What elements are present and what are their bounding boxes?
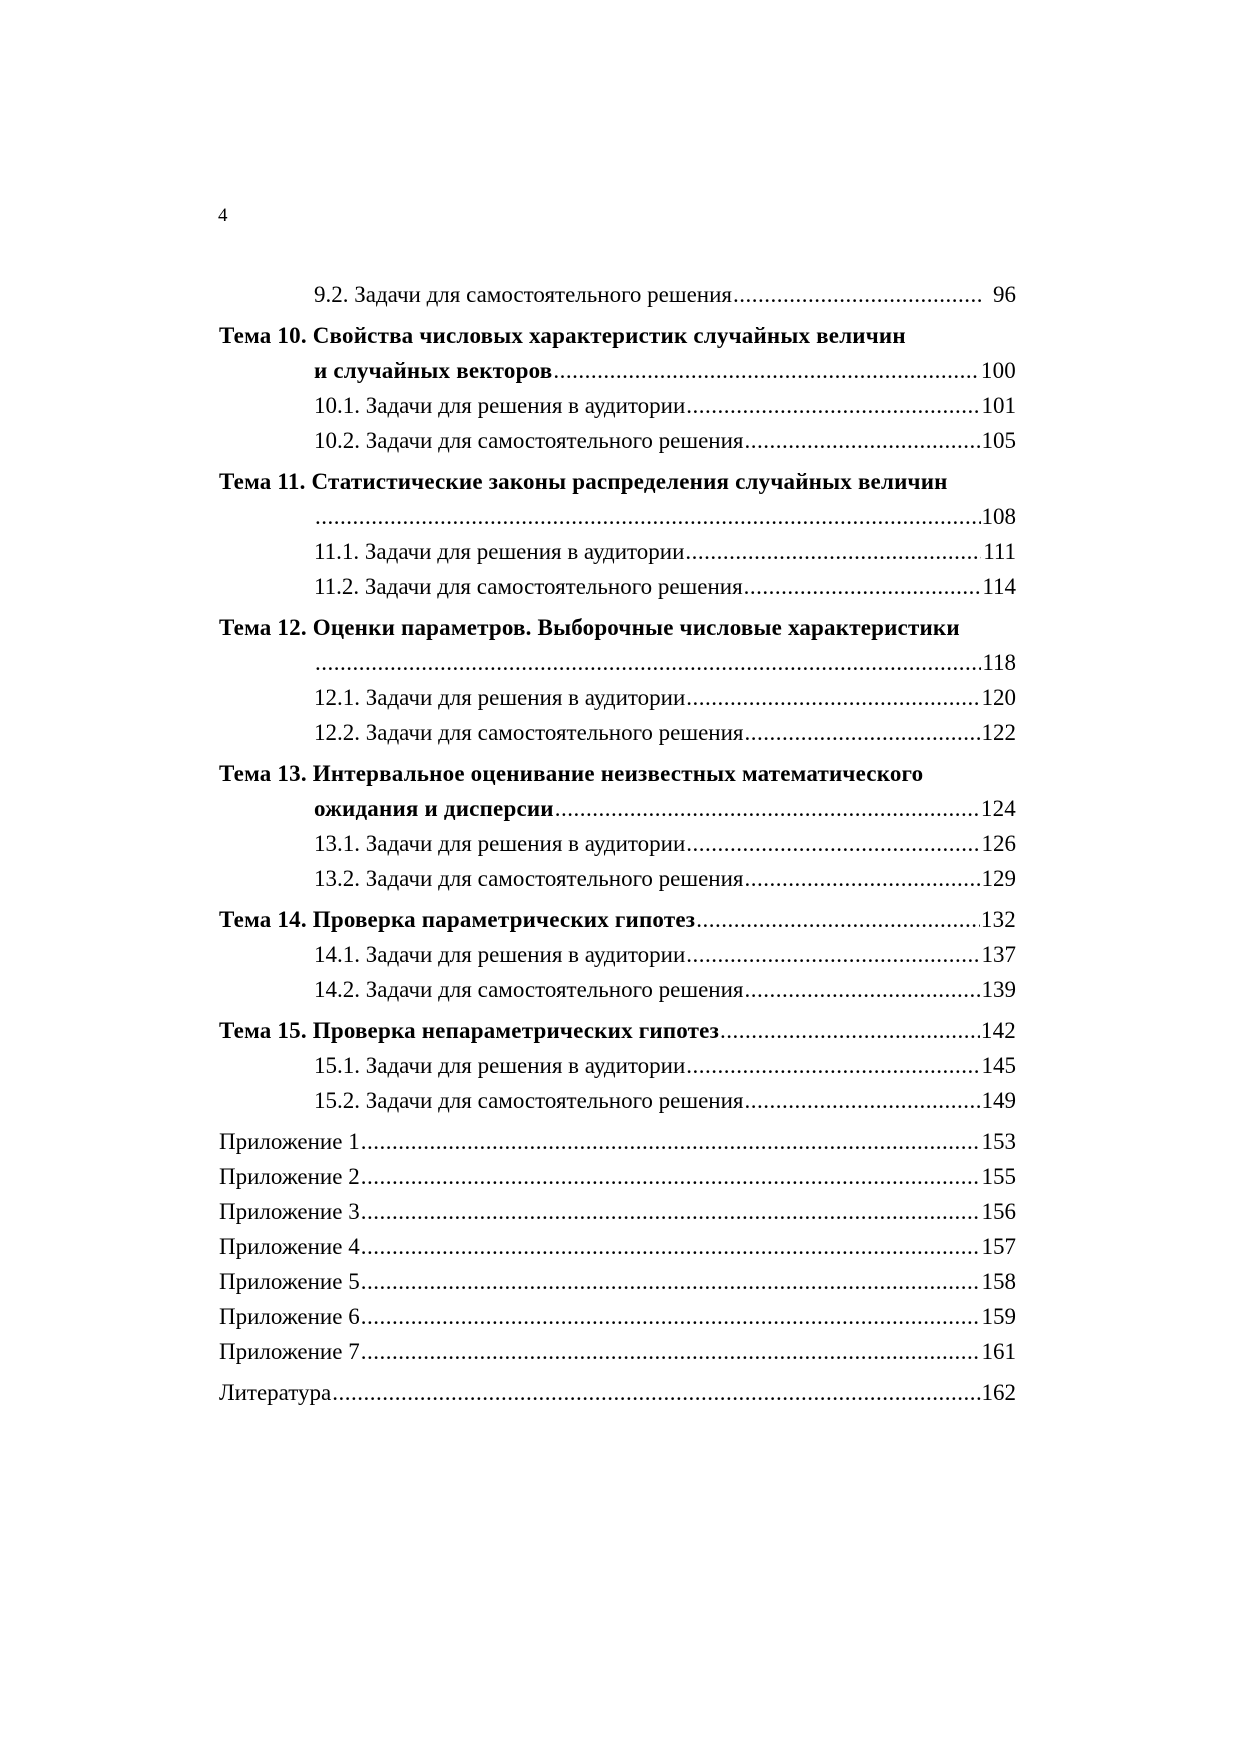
toc-literature-page: 162 [981, 1380, 1016, 1405]
toc-literature-title: Литература [219, 1380, 332, 1405]
toc-entry-page: 122 [981, 720, 1016, 745]
toc-leader [555, 791, 980, 826]
toc-leader [315, 645, 981, 680]
table-of-contents [219, 277, 1016, 1410]
toc-appendix-page: 159 [981, 1304, 1016, 1329]
toc-entry-page: 101 [981, 393, 1016, 418]
toc-entry-title: 14.1. Задачи для решения в аудитории [314, 942, 686, 967]
toc-leader [361, 1334, 981, 1369]
toc-leader [733, 277, 981, 312]
toc-theme-page: 124 [980, 796, 1016, 821]
toc-theme-title-line2: ожидания и дисперсии [314, 796, 554, 821]
toc-appendix-title: Приложение 1 [219, 1129, 360, 1154]
toc-entry-title: 10.2. Задачи для самостоятельного решения [314, 428, 744, 453]
toc-entry-page: 137 [981, 942, 1016, 967]
toc-leader [361, 1159, 981, 1194]
toc-entry-page: 139 [981, 977, 1016, 1002]
toc-leader [361, 1229, 981, 1264]
toc-leader [686, 388, 980, 423]
toc-leader [720, 1013, 980, 1048]
toc-appendix-title: Приложение 3 [219, 1199, 360, 1224]
toc-entry-title: 13.2. Задачи для самостоятельного решения [314, 866, 744, 891]
toc-appendix-title: Приложение 4 [219, 1234, 360, 1259]
toc-entry-title: 14.2. Задачи для самостоятельного решения [314, 977, 744, 1002]
toc-appendix-page: 157 [981, 1234, 1016, 1259]
toc-appendix-title: Приложение 2 [219, 1164, 360, 1189]
toc-entry-page: 114 [982, 574, 1016, 599]
toc-appendix-4[interactable] [219, 1229, 1016, 1264]
toc-entry-page: 129 [981, 866, 1016, 891]
toc-theme-12-title[interactable] [219, 610, 1016, 645]
toc-leader [361, 1194, 981, 1229]
toc-entry-13-1[interactable] [219, 826, 1016, 861]
toc-leader [361, 1264, 981, 1299]
toc-leader [685, 534, 981, 569]
toc-entry-page: 120 [981, 685, 1016, 710]
toc-appendix-2[interactable] [219, 1159, 1016, 1194]
toc-theme-10-continuation[interactable] [219, 353, 1016, 388]
toc-theme-page: 132 [980, 907, 1016, 932]
toc-entry-14-2[interactable] [219, 972, 1016, 1007]
toc-theme-11-page-line[interactable] [219, 499, 1016, 534]
toc-theme-13-title[interactable] [219, 756, 1016, 791]
toc-theme-11-title[interactable] [219, 464, 1016, 499]
toc-entry-title: 10.1. Задачи для решения в аудитории [314, 393, 686, 418]
toc-theme-title-line1: Тема 12. Оценки параметров. Выборочные числовые характеристики [219, 615, 960, 640]
toc-appendix-title: Приложение 7 [219, 1339, 360, 1364]
toc-entry-12-2[interactable] [219, 715, 1016, 750]
toc-leader [745, 1083, 981, 1118]
toc-theme-13-continuation[interactable] [219, 791, 1016, 826]
toc-leader [315, 499, 981, 534]
toc-entry-title: 15.1. Задачи для решения в аудитории [314, 1053, 686, 1078]
toc-entry-page: 145 [981, 1053, 1016, 1078]
toc-entry-page: 105 [981, 428, 1016, 453]
toc-entry-title: 11.1. Задачи для решения в аудитории [314, 539, 685, 564]
toc-theme-title: Тема 15. Проверка непараметрических гипотез [219, 1018, 720, 1043]
toc-leader [686, 937, 980, 972]
toc-appendix-title: Приложение 5 [219, 1269, 360, 1294]
toc-leader [553, 353, 980, 388]
toc-theme-10-title[interactable] [219, 318, 1016, 353]
toc-appendix-page: 156 [981, 1199, 1016, 1224]
toc-entry-title: 9.2. Задачи для самостоятельного решения [314, 282, 732, 307]
toc-leader [744, 569, 981, 604]
toc-leader [361, 1299, 981, 1334]
toc-leader [745, 972, 981, 1007]
toc-leader [686, 680, 980, 715]
toc-theme-title-line1: Тема 10. Свойства числовых характеристик случайных величин [219, 323, 906, 348]
toc-literature[interactable] [219, 1375, 1016, 1410]
toc-entry-title: 12.1. Задачи для решения в аудитории [314, 685, 686, 710]
toc-entry-title: 13.1. Задачи для решения в аудитории [314, 831, 686, 856]
toc-appendix-3[interactable] [219, 1194, 1016, 1229]
toc-entry-page: 96 [993, 282, 1016, 307]
toc-appendix-page: 161 [981, 1339, 1016, 1364]
toc-entry-15-1[interactable] [219, 1048, 1016, 1083]
toc-leader [361, 1124, 981, 1159]
toc-theme-page: 108 [981, 504, 1016, 529]
toc-theme-15[interactable] [219, 1013, 1016, 1048]
toc-entry-11-1[interactable] [219, 534, 1016, 569]
toc-entry-page: 126 [981, 831, 1016, 856]
toc-leader [745, 423, 981, 458]
toc-theme-page: 118 [982, 650, 1016, 675]
toc-entry-title: 11.2. Задачи для самостоятельного решения [314, 574, 743, 599]
toc-entry-12-1[interactable] [219, 680, 1016, 715]
toc-entry-page: 149 [981, 1088, 1016, 1113]
toc-theme-page: 100 [980, 358, 1016, 383]
toc-appendix-title: Приложение 6 [219, 1304, 360, 1329]
toc-entry-9-2[interactable] [219, 277, 1016, 312]
toc-entry-page: 111 [983, 539, 1016, 564]
toc-appendix-page: 158 [981, 1269, 1016, 1294]
toc-leader [745, 715, 981, 750]
toc-theme-title: Тема 14. Проверка параметрических гипотез [219, 907, 696, 932]
toc-leader [745, 861, 981, 896]
toc-theme-12-page-line[interactable] [219, 645, 1016, 680]
toc-entry-10-2[interactable] [219, 423, 1016, 458]
toc-entry-15-2[interactable] [219, 1083, 1016, 1118]
toc-entry-13-2[interactable] [219, 861, 1016, 896]
toc-theme-title-line1: Тема 13. Интервальное оценивание неизвестных математического [219, 761, 924, 786]
toc-leader [696, 902, 980, 937]
toc-entry-title: 12.2. Задачи для самостоятельного решения [314, 720, 744, 745]
toc-entry-10-1[interactable] [219, 388, 1016, 423]
toc-entry-14-1[interactable] [219, 937, 1016, 972]
toc-appendix-page: 153 [981, 1129, 1016, 1154]
toc-appendix-6[interactable] [219, 1299, 1016, 1334]
toc-entry-11-2[interactable] [219, 569, 1016, 604]
toc-leader [686, 826, 980, 861]
toc-leader [332, 1375, 980, 1410]
toc-leader [686, 1048, 980, 1083]
page-number: 4 [218, 205, 228, 226]
toc-appendix-page: 155 [981, 1164, 1016, 1189]
toc-entry-title: 15.2. Задачи для самостоятельного решения [314, 1088, 744, 1113]
toc-theme-14[interactable] [219, 902, 1016, 937]
toc-theme-page: 142 [980, 1018, 1016, 1043]
toc-theme-title-line1: Тема 11. Статистические законы распределения случайных величин [219, 469, 948, 494]
toc-theme-title-line2: и случайных векторов [314, 358, 553, 383]
toc-appendix-1[interactable] [219, 1124, 1016, 1159]
toc-appendix-7[interactable] [219, 1334, 1016, 1369]
toc-appendix-5[interactable] [219, 1264, 1016, 1299]
